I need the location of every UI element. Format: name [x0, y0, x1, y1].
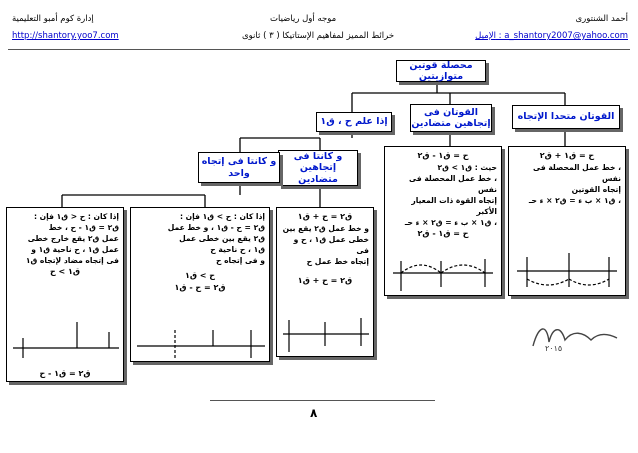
text-line: ق٢ = ق١ - ح ، خط: [48, 223, 119, 232]
branch-same-direction: [512, 105, 620, 129]
content-known-opposite: [276, 207, 374, 357]
text-line: إذا كان : ح > ق١ فإن :: [179, 212, 265, 221]
force-diagram: [389, 257, 497, 295]
sub-opposite-direction: [278, 150, 358, 186]
page-number: ٨: [310, 406, 318, 420]
branch-opposite-direction: [410, 104, 492, 132]
force-diagram: [281, 318, 371, 356]
text-line: حيث : ق١ > ق٢: [437, 162, 497, 172]
force-diagram: [135, 326, 267, 360]
author-title: موجه أول رياضيات: [270, 14, 337, 24]
text-line: ، ق١ × ب ء = ق٢ × ء حـ: [404, 217, 497, 227]
branch-known-resultant: [316, 112, 392, 132]
footer-divider: [210, 400, 435, 401]
content-opposite-directions: [384, 146, 502, 296]
equation: ق٢ = ح + ق١: [297, 275, 353, 285]
text-line: إذا كان : ح < ق١ فإن :: [33, 212, 119, 221]
content-known-same-less: [6, 207, 124, 382]
text-line: ق٢ = ح - ق١ ، و خط عمل: [167, 223, 265, 232]
branch-same-direction-label: القوتان متحدا الإتجاه: [517, 111, 615, 123]
text-line: و خط عمل ق٢ يقع بين: [282, 223, 369, 233]
equation: ق٢ = ح + ق١: [297, 212, 353, 221]
branch-known-label: إذا علم ح ، ق١: [320, 116, 388, 128]
text-line: خطى عمل ق١ ، ح و فى: [293, 234, 369, 255]
equation: ح = ق١ - ق٢: [417, 228, 469, 238]
signature-year: ٢٠١٥: [545, 344, 563, 353]
text-line: إتجاه القوة ذات المعيار الأكبر: [411, 195, 497, 216]
equation: ق٢ = ح - ق١: [174, 282, 226, 292]
text-line: ق٢ يقع بين خطى عمل: [179, 234, 265, 243]
root-node: [396, 60, 486, 82]
text-line: ق١ ، ح ناحية ح: [210, 245, 265, 254]
text-line: إتجاه القوتين: [571, 184, 621, 194]
equation: ق٢ = ق١ - ح: [39, 369, 91, 378]
content-same-direction: [508, 146, 626, 296]
text-line: ، ق١ × ب ء = ق٢ × ء حـ: [528, 195, 621, 205]
equation: ح > ق١: [184, 271, 216, 280]
text-line: ، خط عمل المحصلة فى نفس: [409, 173, 497, 194]
equation: ق١ > ح: [49, 267, 81, 276]
document-subtitle: خرائط المميز لمفاهيم الإستاتيكا ( ٣ ) ثانوى: [242, 31, 395, 41]
website-link[interactable]: http://shantory.yoo7.com: [12, 31, 119, 41]
text-line: و فى إتجاه ح: [215, 256, 265, 265]
sub-opposite-label: و كانتا فى إتجاهين متضادين: [293, 150, 343, 185]
sub-same-label: و كانتا فى إتجاه واحد: [201, 156, 277, 179]
text-line: فى إتجاه مضاد لإتجاه ق١: [25, 256, 119, 265]
root-label: محصلة قوتين متوازيتين: [409, 59, 473, 82]
force-diagram: [513, 251, 621, 293]
sub-same-direction: [198, 152, 280, 183]
organization-name: إدارة كوم أمبو التعليمية: [12, 14, 94, 24]
signature: [525, 318, 620, 358]
text-line: عمل ق٢ يقع خارج خطى: [27, 234, 119, 243]
author-name: أحمد الشنتورى: [575, 14, 628, 24]
text-line: عمل ق١ ، ح ناحية ق١ و: [31, 245, 119, 254]
content-known-same-greater: [130, 207, 270, 362]
branch-opposite-label: القوتان فى إتجاهين متضادين: [411, 106, 491, 129]
author-email[interactable]: الإميل : a_shantory2007@yahoo.com: [475, 31, 628, 41]
text-line: ، خط عمل المحصلة فى نفس: [533, 162, 621, 183]
equation: ح = ق١ + ق٢: [539, 151, 595, 160]
force-diagram: [11, 320, 121, 360]
equation: ح = ق١ - ق٢: [417, 151, 469, 160]
text-line: إتجاه خط عمل ح: [306, 256, 369, 266]
